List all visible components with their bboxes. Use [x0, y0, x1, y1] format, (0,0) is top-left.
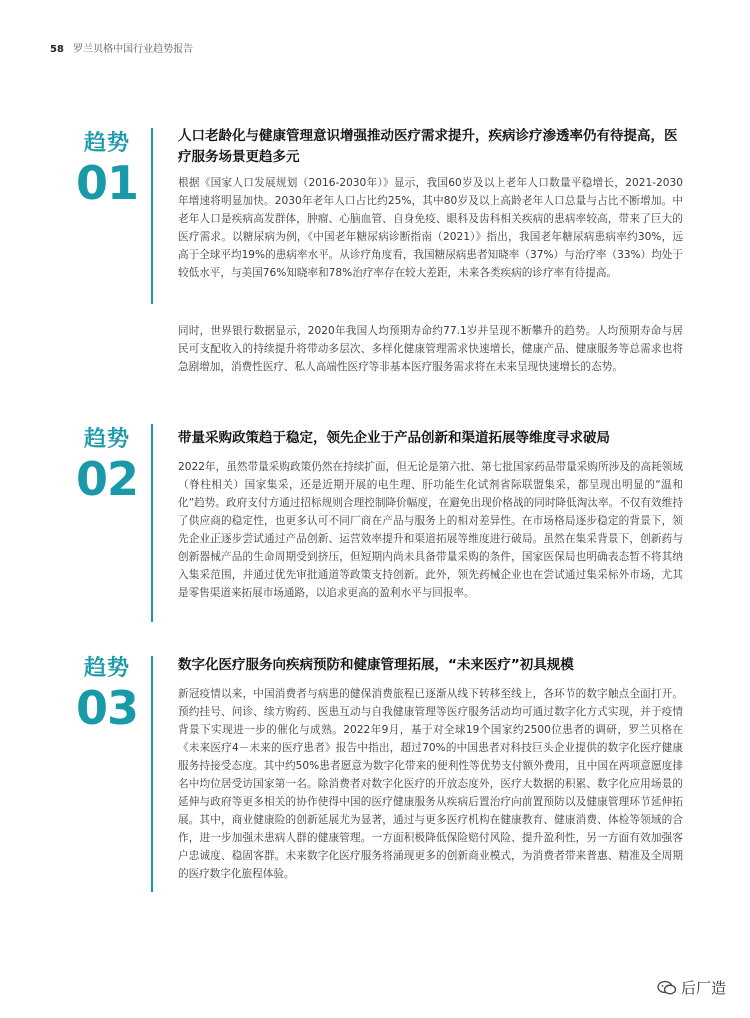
- trend-divider: [151, 656, 153, 892]
- report-title: 罗兰贝格中国行业趋势报告: [73, 44, 194, 55]
- trend-word: 趋势: [83, 656, 130, 681]
- watermark: [657, 977, 726, 998]
- trend-paragraph: 新冠疫情以来，中国消费者与病患的健保消费旅程已逐渐从线下转移至线上，各环节的数字触点全面打开。预约挂号、问诊、续方购药、医患互动与自我健康管理等医疗服务活动均可通过数字化方式实现，并于疫情背景下实现进一步的催化与成熟。2022年9月，基于对全球19个国家约2500位患者的调研，罗兰贝格在《未来医疗4－未来的医疗患者》报告中指出，超过70%的中国患者对科技巨头企业提供的数字化医疗健康服务持接受态度。其中约50%患者愿意为数字化带来的便利性等优势支付额外费用，且中国在两项意愿度排名中均位居受访国家第一名。除消费者对数字化医疗的开放态度外，医疗大数据的积累、数字化应用场景的延伸与政府等更多相关的协作使得中国的医疗健康服务从疾病后置治疗向前置预防以及健康管理环节延伸拓展。其中，商业健康险的创新延展尤为显著，通过与更多医疗机构在健康教育、健康消费、体检等领域的合作，进一步加强未患病人群的健康管理。一方面积极降低保险赔付风险、提升盈利性，另一方面有效加强客户忠诚度、稳固客群。未来数字化医疗服务将涌现更多的创新商业模式，为消费者带来普惠、精准及全周期的医疗数字化旅程体验。: [178, 688, 683, 880]
- trend-label-03: [72, 655, 142, 733]
- trend-divider: [151, 128, 153, 304]
- trend-label-01: [72, 130, 142, 208]
- trend-title: 人口老龄化与健康管理意识增强推动医疗需求提升，疾病诊疗渗透率仍有待提高，医疗服务场景更趋多元: [178, 128, 678, 165]
- trend-title: 带量采购政策趋于稳定，领先企业于产品创新和渠道拓展等维度寻求破局: [178, 430, 610, 446]
- trend-paragraph: 2022年，虽然带量采购政策仍然在持续扩面，但无论是第六批、第七批国家药品带量采购所涉及的高耗领域（脊柱相关）国家集采，还是近期开展的电生理、肝功能生化试剂省际联盟集采，都呈现出明显的“温和化”趋势。政府支付方通过招标规则合理控制降价幅度，在避免出现价格战的同时降低淘汰率。不仅有效维持了供应商的稳定性，也更多认可不同厂商在产品与服务上的相对差异性。在市场格局逐步稳定的背景下，领先企业正逐步尝试通过产品创新、运营效率提升和渠道拓展等维度进行破局。虽然在集采背景下，创新药与创新器械产品的生命周期受到挤压，但短期内尚未具备带量采购的条件，国家医保局也明确表态暂不将其纳入集采范围，并通过优先审批通道等政策支持创新。此外，领先药械企业也在尝试通过集采标外市场，尤其是零售渠道来拓展市场通路，以追求更高的盈利水平与回报率。: [178, 461, 683, 599]
- page-number: 58: [50, 44, 64, 55]
- trend-number: 02: [75, 452, 138, 506]
- wechat-icon: [657, 980, 677, 996]
- trend-number: 03: [75, 681, 138, 735]
- trend-paragraph: 同时，世界银行数据显示，2020年我国人均预期寿命约77.1岁并呈现不断攀升的趋势。人均预期寿命与居民可支配收入的持续提升将带动多层次、多样化健康管理需求快速增长，健康产品、健康服务等总需求也将急剧增加，消费性医疗、私人高端性医疗等非基本医疗服务需求将在未来呈现快速增长的态势。: [178, 325, 683, 373]
- trend-title: 数字化医疗服务向疾病预防和健康管理拓展，“未来医疗”初具规模: [178, 657, 574, 673]
- trend-number: 01: [75, 156, 138, 210]
- trend-word: 趋势: [83, 427, 130, 452]
- page-header: [50, 40, 193, 55]
- watermark-text: 后厂造: [680, 979, 726, 997]
- trend-divider: [151, 424, 153, 622]
- trend-paragraph: 根据《国家人口发展规划（2016-2030年）》显示，我国60岁及以上老年人口数量平稳增长，2021-2030年增速将明显加快。2030年老年人口占比约25%，其中80岁及以上高龄老年人口总量与占比不断增加。中老年人口是疾病高发群体，肿瘤、心脑血管、自身免疫、眼科及齿科相关疾病的患病率较高，带来了巨大的医疗需求。以糖尿病为例，《中国老年糖尿病诊断指南（2021）》指出，我国老年糖尿病患病率约30%，远高于全球平均19%的患病率水平。从诊疗角度看，我国糖尿病患者知晓率（37%）与治疗率（33%）均处于较低水平，与美国76%知晓率和78%治疗率存在较大差距，未来各类疾病的诊疗率有待提高。: [178, 177, 683, 279]
- trend-word: 趋势: [83, 131, 130, 156]
- trend-label-02: [72, 426, 142, 504]
